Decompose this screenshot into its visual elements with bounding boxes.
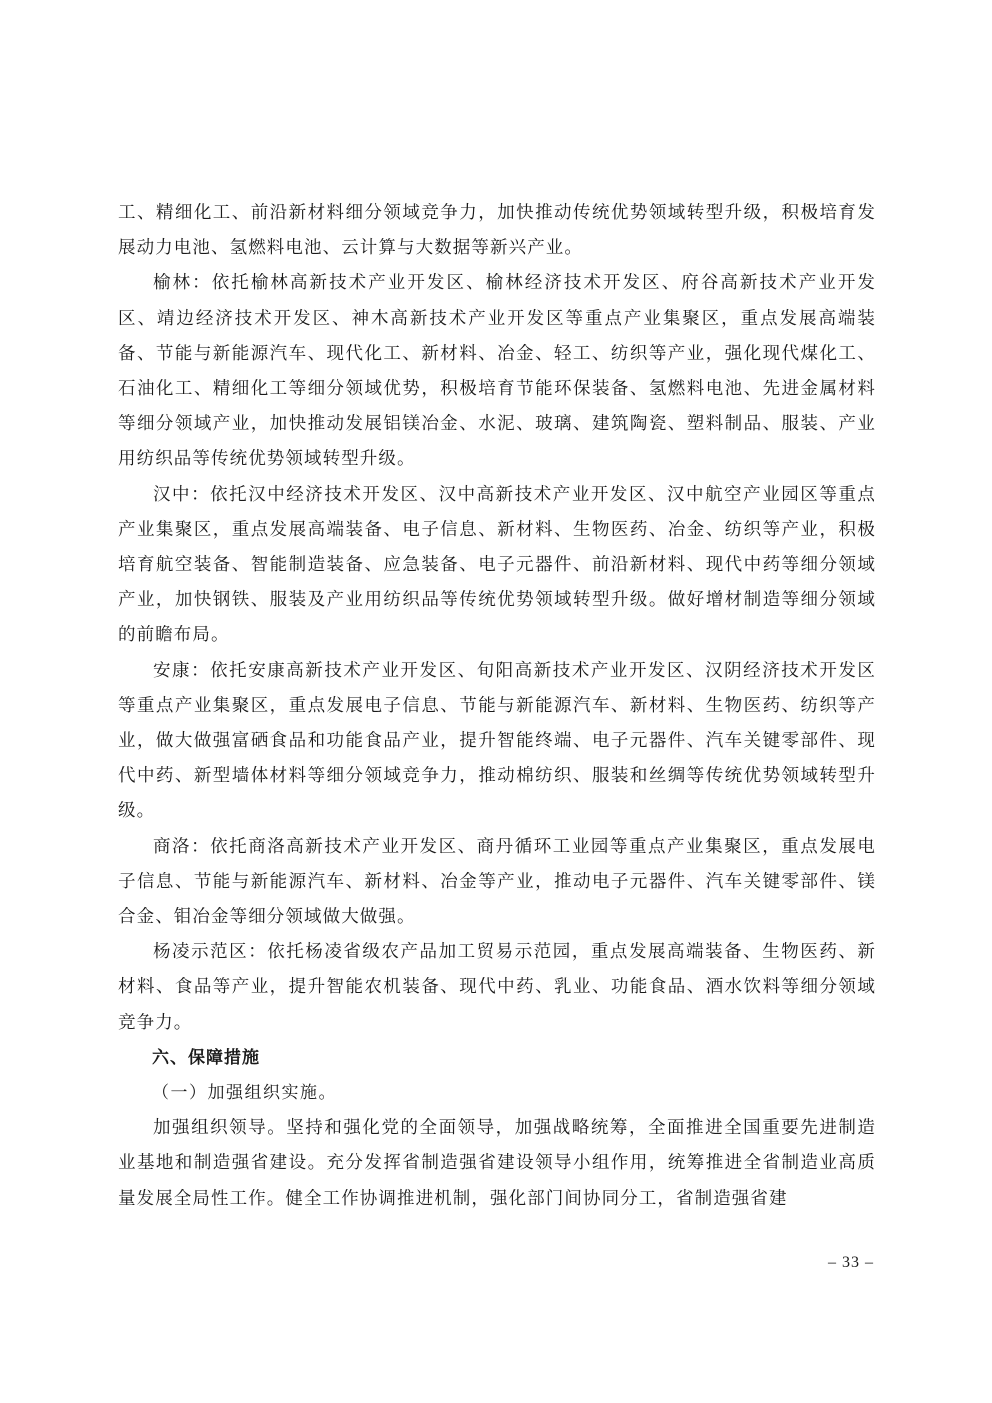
section-heading: 六、保障措施 xyxy=(152,1047,260,1068)
paragraph-shangluo: 商洛：依托商洛高新技术产业开发区、商丹循环工业园等重点产业集聚区，重点发展电子信息、节能与新能源汽车、新材料、冶金等产业，推动电子元器件、汽车关键零部件、镁合金、钼冶金等细分领域做大做强。 xyxy=(118,836,876,928)
paragraph-ankang: 安康：依托安康高新技术产业开发区、旬阳高新技术产业开发区、汉阴经济技术开发区等重点产业集聚区，重点发展电子信息、节能与新能源汽车、新材料、生物医药、纺织等产业，做大做强富硒食品和功能食品产业，提升智能终端、电子元器件、汽车关键零部件、现代中药、新型墙体材料等细分领域竞争力，推动棉纺织、服装和丝绸等传统优势领域转型升级。 xyxy=(118,660,876,822)
paragraph-yulin: 榆林：依托榆林高新技术产业开发区、榆林经济技术开发区、府谷高新技术产业开发区、靖边经济技术开发区、神木高新技术产业开发区等重点产业集聚区，重点发展高端装备、节能与新能源汽车、现代化工、新材料、冶金、轻工、纺织等产业，强化现代煤化工、石油化工、精细化工等细分领域优势，积极培育节能环保装备、氢燃料电池、先进金属材料等细分领域产业，加快推动发展铝镁冶金、水泥、玻璃、建筑陶瓷、塑料制品、服装、产业用纺织品等传统优势领域转型升级。 xyxy=(118,273,876,470)
paragraph-yangling: 杨凌示范区：依托杨凌省级农产品加工贸易示范园，重点发展高端装备、生物医药、新材料、食品等产业，提升智能农机装备、现代中药、乳业、功能食品、酒水饮料等细分领域竞争力。 xyxy=(118,942,876,1033)
paragraph-continuation: 工、精细化工、前沿新材料细分领域竞争力，加快推动传统优势领域转型升级，积极培育发展动力电池、氢燃料电池、云计算与大数据等新兴产业。 xyxy=(118,203,876,259)
paragraph-organization: 加强组织领导。坚持和强化党的全面领导，加强战略统筹，全面推进全国重要先进制造业基地和制造强省建设。充分发挥省制造强省建设领导小组作用，统筹推进全省制造业高质量发展全局性工作。健全工作协调推进机制，强化部门间协同分工，省制造强省建 xyxy=(118,1118,876,1209)
paragraph-hanzhong: 汉中：依托汉中经济技术开发区、汉中高新技术产业开发区、汉中航空产业园区等重点产业集聚区，重点发展高端装备、电子信息、新材料、生物医药、冶金、纺织等产业，积极培育航空装备、智能制造装备、应急装备、电子元器件、前沿新材料、现代中药等细分领域产业，加快钢铁、服装及产业用纺织品等传统优势领域转型升级。做好增材制造等细分领域的前瞻布局。 xyxy=(118,484,876,646)
subsection-heading: （一）加强组织实施。 xyxy=(152,1083,337,1104)
page-number: – 33 – xyxy=(828,1254,874,1271)
document-body xyxy=(118,196,876,1217)
